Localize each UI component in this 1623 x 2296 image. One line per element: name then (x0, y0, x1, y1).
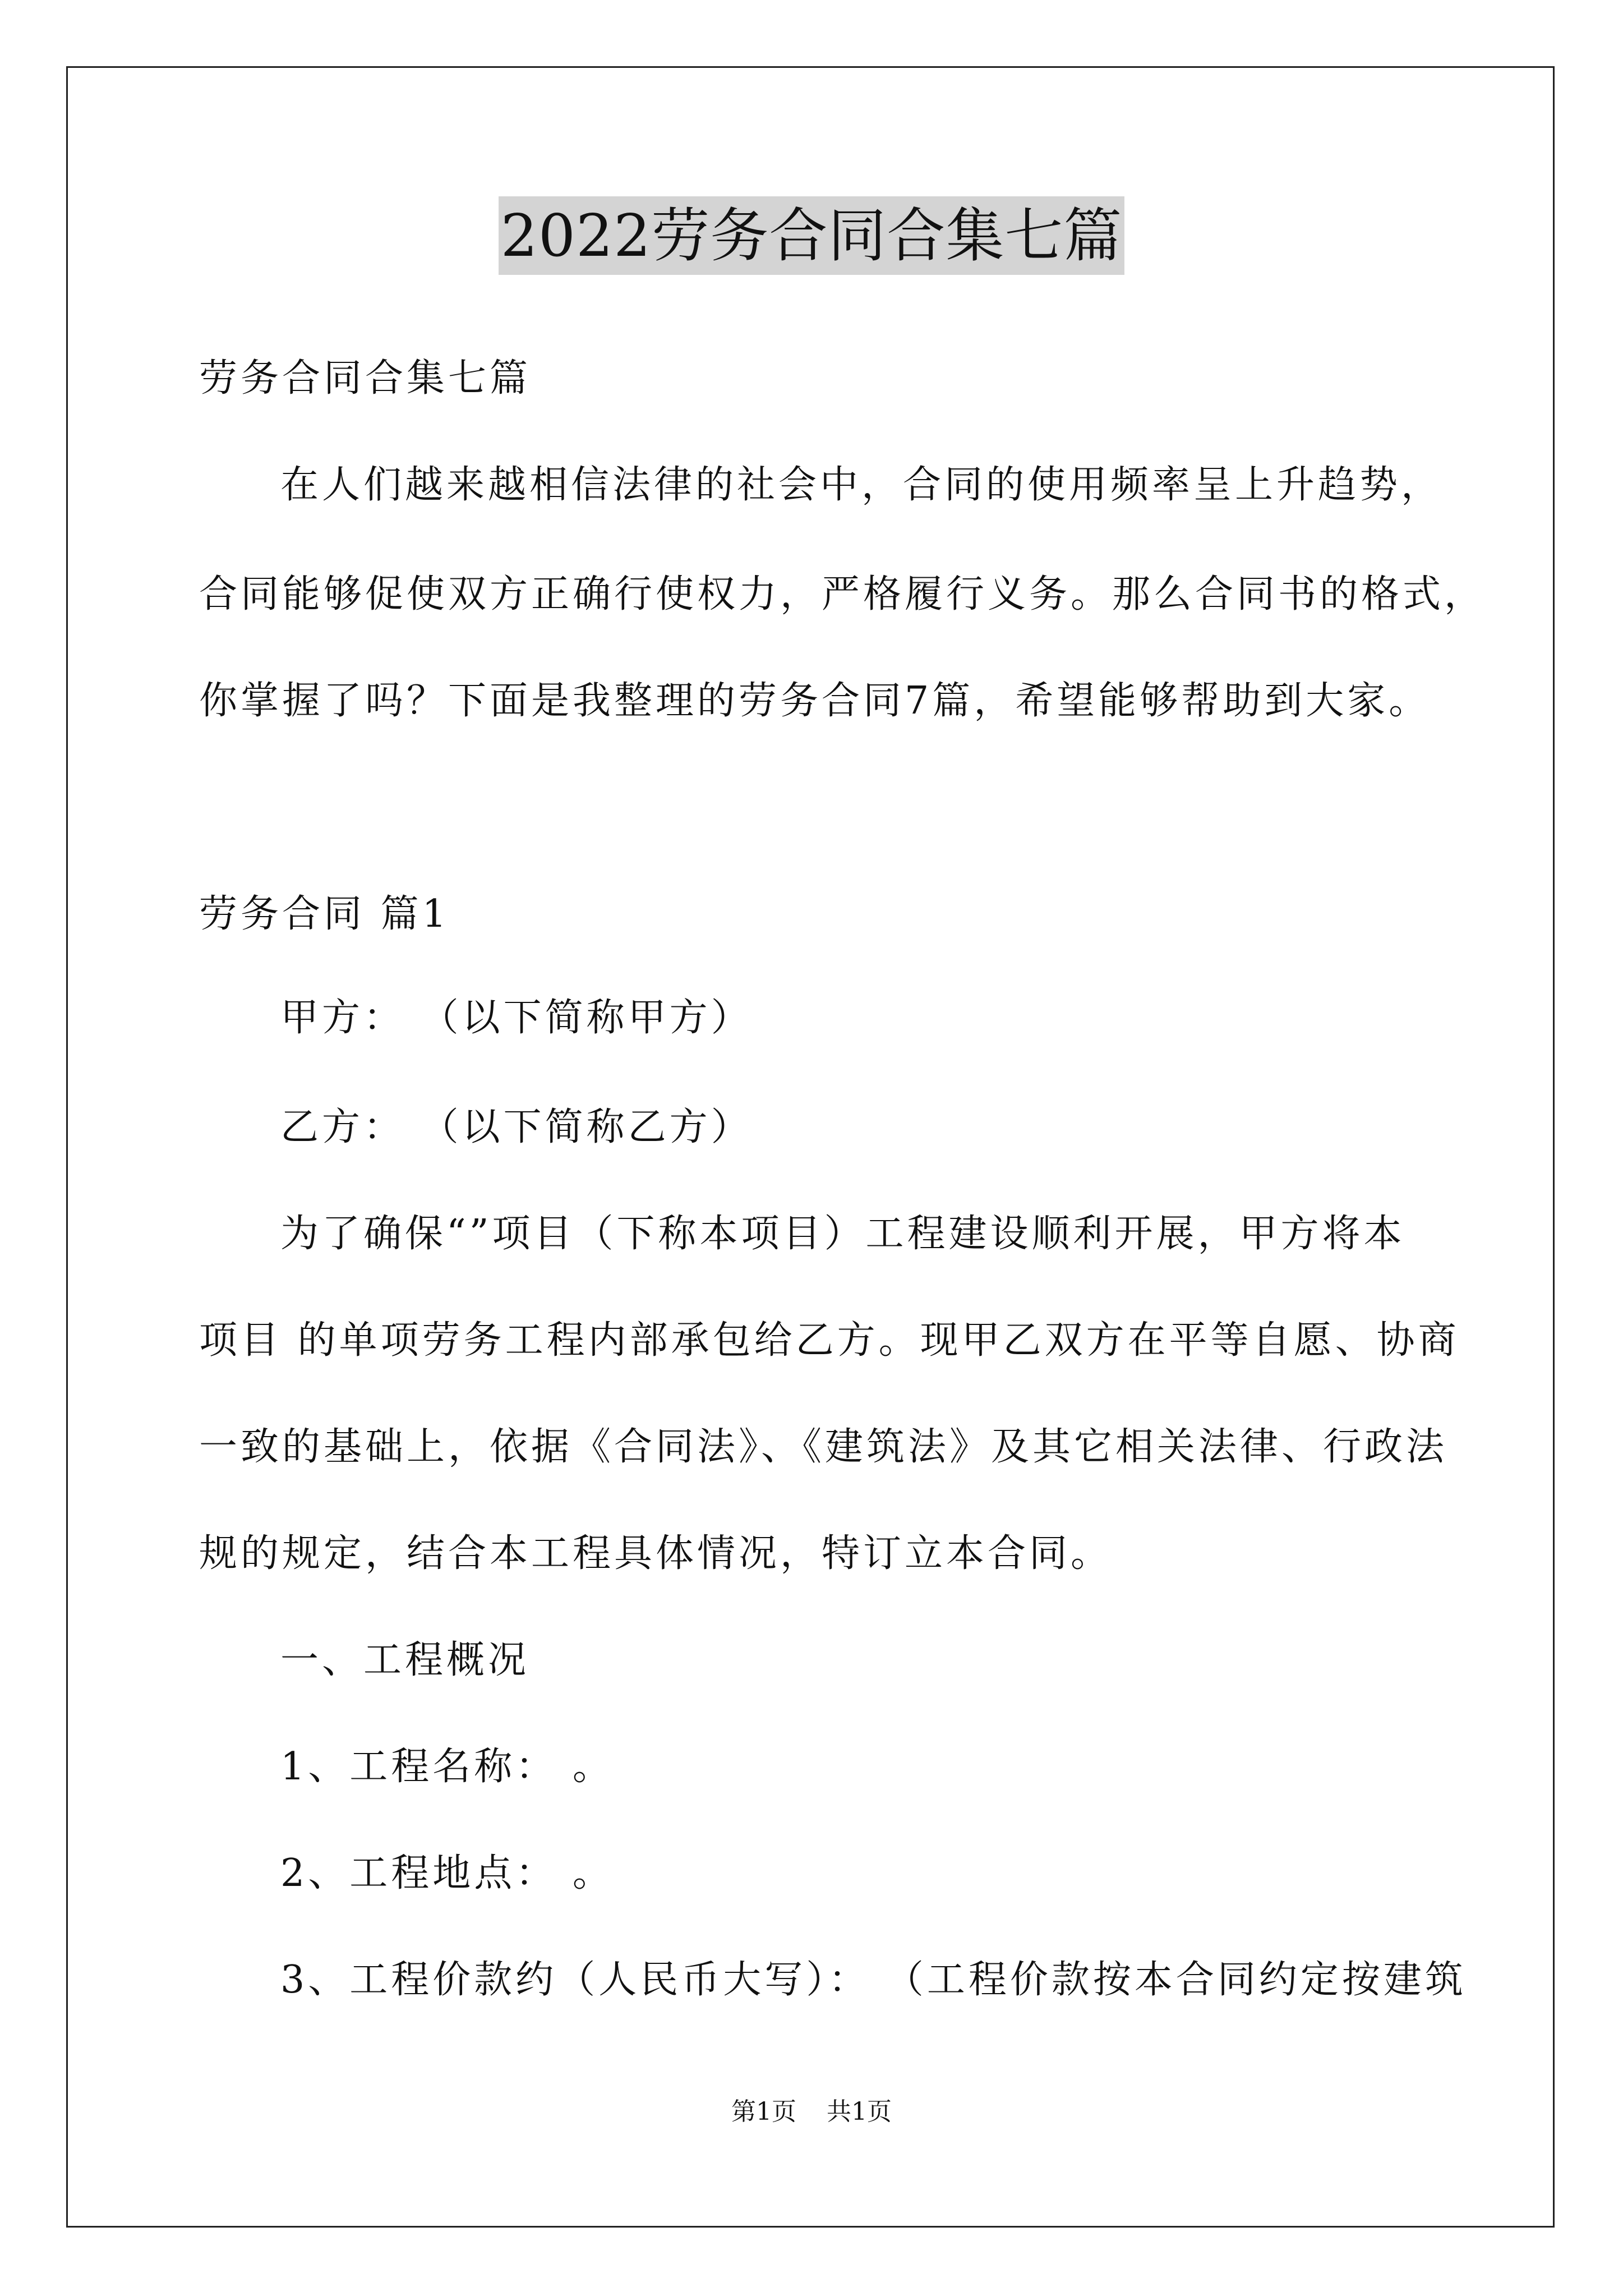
intro-line: 在人们越来越相信法律的社会中，合同的使用频率呈上升趋势， (280, 463, 1443, 507)
purpose-line: 为了确保“”项目（下称本项目）工程建设顺利开展，甲方将本 (280, 1212, 1405, 1256)
purpose-line: 一致的基础上，依据《合同法》、《建筑法》及其它相关法律、行政法 (199, 1425, 1448, 1469)
document-title: 2022劳务合同合集七篇 (499, 196, 1125, 275)
page-number: 第1页 (731, 2097, 796, 2126)
clause-item: 3、工程价款约（人民币大写）： （工程价款按本合同约定按建筑 (280, 1958, 1467, 2002)
section-heading: 劳务合同 篇1 (199, 892, 450, 936)
intro-line: 你掌握了吗？下面是我整理的劳务合同7篇，希望能够帮助到大家。 (199, 679, 1431, 723)
clause-item: 1、工程名称： 。 (280, 1745, 614, 1789)
page-total: 共1页 (827, 2097, 892, 2126)
purpose-line: 项目 的单项劳务工程内部承包给乙方。现甲乙双方在平等自愿、协商 (199, 1318, 1460, 1363)
party-a-line: 甲方： （以下简称甲方） (280, 996, 753, 1040)
intro-line: 合同能够促使双方正确行使权力，严格履行义务。那么合同书的格式， (199, 572, 1486, 616)
title-container (0, 196, 1623, 275)
purpose-line: 规的规定，结合本工程具体情况，特订立本合同。 (199, 1531, 1113, 1576)
document-subtitle: 劳务合同合集七篇 (199, 356, 532, 401)
page-footer (0, 2095, 1623, 2129)
party-b-line: 乙方： （以下简称乙方） (280, 1105, 753, 1149)
clause-heading: 一、工程概况 (280, 1638, 530, 1682)
clause-item: 2、工程地点： 。 (280, 1851, 614, 1895)
